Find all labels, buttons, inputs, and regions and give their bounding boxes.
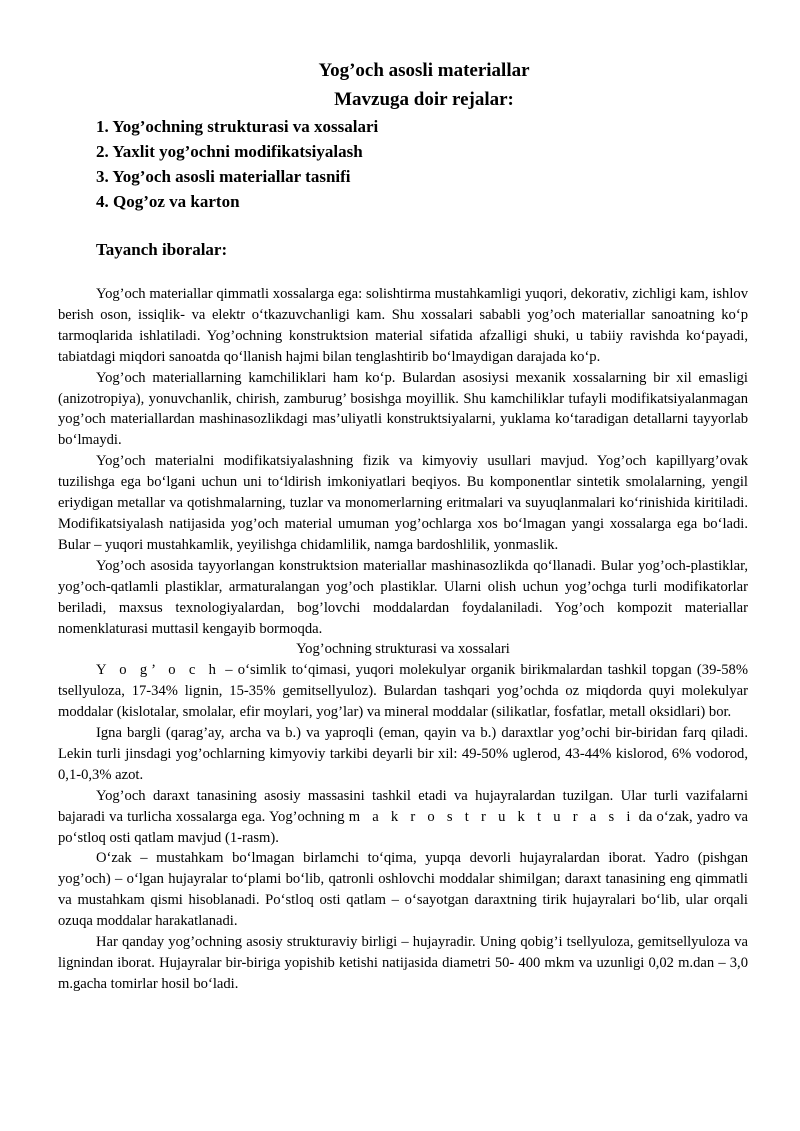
spaced-term: Y o g’ o c h [96, 662, 220, 679]
section-title: Yog’ochning strukturasi va xossalari [296, 641, 510, 658]
paragraph [58, 786, 748, 849]
keywords-heading: Tayanch iboralar: [96, 240, 228, 259]
plan-item: 2. Yaxlit yog’ochni modifikatsiyalash [96, 142, 363, 161]
plan-item: 4. Qog’oz va karton [96, 192, 240, 211]
plan-list [96, 114, 378, 214]
paragraph: Yog’och materiallarning kamchiliklari ham ko‘p. Bulardan asosiysi mexanik xossalarning bir xil emasligi (anizotropiya), yonuvchanlik, chirish, zamburug’ bosishga moyillik. Shu kamchiliklar tufayli modifikatsiyalanmagan yog’och materiallardan mashinasozlikdagi mas’uliyatli konstruktsiyalarni, yuklama ko‘taradigan detallarni tayyorlab bo‘lmaydi. [58, 369, 748, 449]
paragraph-text: da o‘zak, yadro va po‘stloq osti qatlam mavjud (1-rasm). [58, 808, 748, 846]
paragraph-text: – o‘simlik to‘qimasi, yuqori molekulyar organik birikmalardan tashkil topgan (39-58% tsellyuloza, 17-34% lignin, 15-35% gemitsellyuloz). Bulardan tashqari yog’ochda oz miqdorda quyi molekulyar moddalar (kislotalar, smolalar, efir moylari, yog’lar) va mineral moddalar (silikatlar, fosfatlar, metall oksidlari) bor. [58, 662, 748, 721]
body-text [58, 284, 748, 995]
plan-item: 3. Yog’och asosli materiallar tasnifi [96, 167, 351, 186]
plans-heading: Mavzuga doir rejalar: [334, 89, 514, 110]
paragraph: Yog’och materiallar qimmatli xossalarga ega: solishtirma mustahkamligi yuqori, dekorativ, zichligi kam, ishlov berish oson, issiqlik- va elektr o‘tkazuvchanligi kam. Shu xossalari sababli yog’och materiallar sanoatning ko‘p tarmoqlarida ishlatiladi. Yog’ochning konstruktsion material sifatida afzalligi shuki, u tabiiy ravishda ko‘payadi, tabiatdagi miqdori sanoatda qo‘llanish hajmi bilan tenglashtirib bo‘lmaydigan darajada ko‘p. [58, 286, 748, 365]
document-title: Yog’och asosli materiallar [318, 60, 530, 81]
paragraph: Yog’och materialni modifikatsiyalashning fizik va kimyoviy usullari mavjud. Yog’och kapillyarg’ovak tuzilishga ega bo‘lgani uchun uni to‘ldirish imkoniyatlari beqiyos. Bu komponentlar sintetik smolalarning, yengil eriydigan metallar va qotishmalarning, tuzlar va monomerlarning eritmalari va suyuqlanmalari ko‘rinishida kiritiladi. Modifikatsiyalash natijasida yog’och material umuman yog’ochlarga xos bo‘lmagan yangi xossalarga ega bo‘ladi. Bular – yuqori mustahkamlik, yeyilishga chidamlilik, namga bardoshlilik, yonmaslik. [58, 453, 748, 553]
paragraph [58, 660, 748, 723]
paragraph: O‘zak – mustahkam bo‘lmagan birlamchi to‘qima, yupqa devorli hujayralardan iborat. Yadro (pishgan yog’och) – o‘lgan hujayralar to‘plami bo‘lib, qatronli oshlovchi moddalar shimilgan; daraxt tanasining eng qimmatli va mustahkam qismi hisoblanadi. Po‘stloq osti qatlam – o‘sayotgan daraxtning tirik hujayralari bo‘lib, ular orqali ozuqa moddalar harakatlanadi. [58, 850, 748, 930]
paragraph: Har qanday yog’ochning asosiy strukturaviy birligi – hujayradir. Uning qobig’i tsellyuloza, gemitsellyuloza va lignindan iborat. Hujayralar bir-biriga yopishib ketishi natijasida diametri 50- 400 mkm va uzunligi 0,02 m.dan – 3,0 m.gacha tomirlar hosil bo‘ladi. [58, 934, 748, 992]
paragraph: Igna bargli (qarag’ay, archa va b.) va yaproqli (eman, qayin va b.) daraxtlar yog’ochi bir-biridan farq qiladi. Lekin turli jinsdagi yog’ochlarning kimyoviy tarkibi deyarli bir xil: 49-50% uglerod, 43-44% kislorod, 6% vodorod, 0,1-0,3% azot. [58, 725, 748, 783]
paragraph: Yog’och asosida tayyorlangan konstruktsion materiallar mashinasozlikda qo‘llanadi. Bular yog’och-plastiklar, yog’och-qatlamli plastiklar, armaturalangan yog’och plastiklar. Ularni olish uchun yog’ochga turli modifikatorlar beriladi, maxsus texnologiyalardan, bog’lovchi moddalardan foydalaniladi. Yog’och kompozit materiallar nomenklaturasi muttasil kengayib bormoqda. [58, 557, 748, 637]
spaced-term: m a k r o s t r u k t u r a s i [348, 808, 635, 825]
plan-item: 1. Yog’ochning strukturasi va xossalari [96, 117, 379, 136]
paragraph-text: Yog’och daraxt tanasining asosiy massasini tashkil etadi va hujayralardan tuzilgan. Ular turli vazifalarni bajaradi va turlicha xossalarga ega. Yog’ochning [58, 787, 748, 825]
